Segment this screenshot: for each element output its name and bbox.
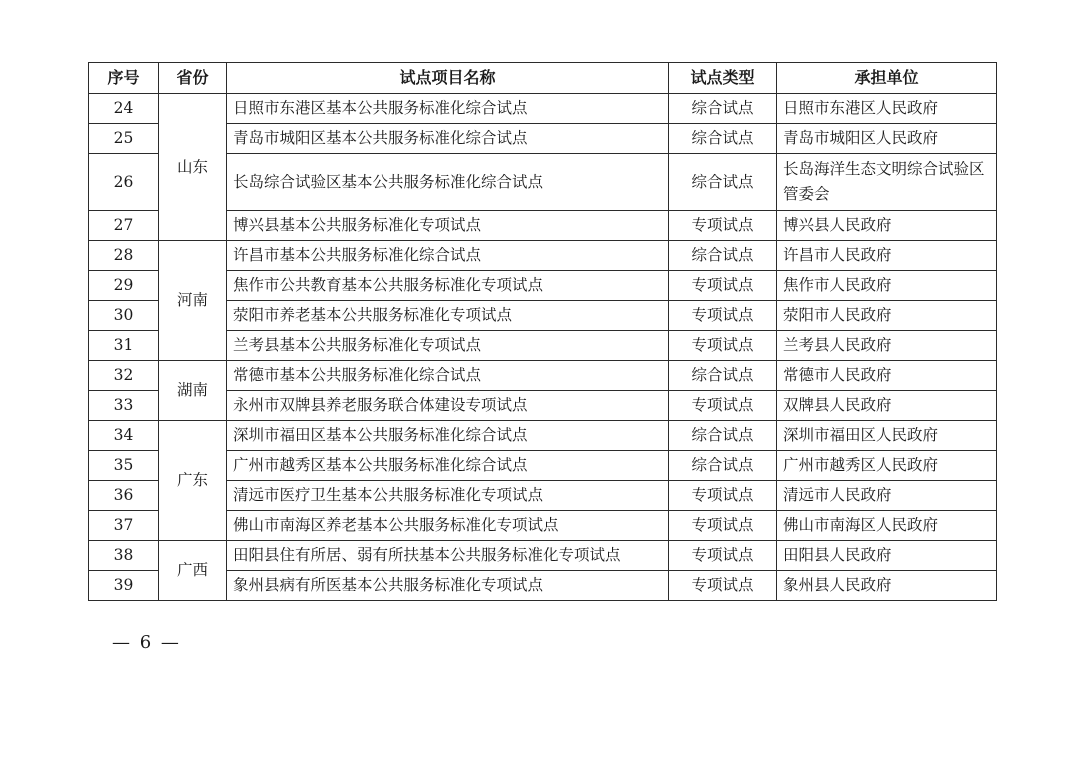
responsible-unit-cell: 象州县人民政府 (777, 571, 997, 601)
responsible-unit-cell: 双牌县人民政府 (777, 391, 997, 421)
responsible-unit-cell: 广州市越秀区人民政府 (777, 451, 997, 481)
project-name-cell: 长岛综合试验区基本公共服务标准化综合试点 (227, 154, 669, 211)
serial-number-cell: 26 (89, 154, 159, 211)
responsible-unit-cell: 日照市东港区人民政府 (777, 94, 997, 124)
table-row (89, 94, 997, 124)
table-header-row (89, 63, 997, 94)
serial-number-cell: 38 (89, 541, 159, 571)
project-name-cell: 许昌市基本公共服务标准化综合试点 (227, 241, 669, 271)
serial-number-cell: 30 (89, 301, 159, 331)
responsible-unit-cell: 清远市人民政府 (777, 481, 997, 511)
project-name-cell: 象州县病有所医基本公共服务标准化专项试点 (227, 571, 669, 601)
responsible-unit-cell: 深圳市福田区人民政府 (777, 421, 997, 451)
project-name-cell: 永州市双牌县养老服务联合体建设专项试点 (227, 391, 669, 421)
serial-number-cell: 28 (89, 241, 159, 271)
responsible-unit-cell: 田阳县人民政府 (777, 541, 997, 571)
project-name-cell: 田阳县住有所居、弱有所扶基本公共服务标准化专项试点 (227, 541, 669, 571)
table-row (89, 541, 997, 571)
project-name-cell: 清远市医疗卫生基本公共服务标准化专项试点 (227, 481, 669, 511)
province-cell: 山东 (159, 94, 227, 241)
pilot-type-cell: 综合试点 (669, 154, 777, 211)
header-responsible-unit: 承担单位 (777, 63, 997, 94)
page-number: — 6 — (112, 632, 181, 653)
serial-number-cell: 36 (89, 481, 159, 511)
responsible-unit-cell: 常德市人民政府 (777, 361, 997, 391)
project-name-cell: 焦作市公共教育基本公共服务标准化专项试点 (227, 271, 669, 301)
project-name-cell: 荥阳市养老基本公共服务标准化专项试点 (227, 301, 669, 331)
project-name-cell: 博兴县基本公共服务标准化专项试点 (227, 211, 669, 241)
responsible-unit-cell: 荥阳市人民政府 (777, 301, 997, 331)
serial-number-cell: 35 (89, 451, 159, 481)
serial-number-cell: 31 (89, 331, 159, 361)
serial-number-cell: 39 (89, 571, 159, 601)
pilot-type-cell: 专项试点 (669, 391, 777, 421)
responsible-unit-cell: 许昌市人民政府 (777, 241, 997, 271)
header-pilot-type: 试点类型 (669, 63, 777, 94)
pilot-type-cell: 专项试点 (669, 511, 777, 541)
project-name-cell: 日照市东港区基本公共服务标准化综合试点 (227, 94, 669, 124)
pilot-type-cell: 综合试点 (669, 241, 777, 271)
table-row (89, 421, 997, 451)
serial-number-cell: 34 (89, 421, 159, 451)
responsible-unit-cell: 博兴县人民政府 (777, 211, 997, 241)
responsible-unit-cell: 青岛市城阳区人民政府 (777, 124, 997, 154)
serial-number-cell: 27 (89, 211, 159, 241)
pilot-type-cell: 综合试点 (669, 421, 777, 451)
project-name-cell: 深圳市福田区基本公共服务标准化综合试点 (227, 421, 669, 451)
serial-number-cell: 33 (89, 391, 159, 421)
project-name-cell: 兰考县基本公共服务标准化专项试点 (227, 331, 669, 361)
pilot-type-cell: 专项试点 (669, 571, 777, 601)
province-cell: 湖南 (159, 361, 227, 421)
serial-number-cell: 29 (89, 271, 159, 301)
serial-number-cell: 32 (89, 361, 159, 391)
serial-number-cell: 25 (89, 124, 159, 154)
serial-number-cell: 24 (89, 94, 159, 124)
pilot-type-cell: 专项试点 (669, 211, 777, 241)
pilot-type-cell: 专项试点 (669, 271, 777, 301)
project-name-cell: 青岛市城阳区基本公共服务标准化综合试点 (227, 124, 669, 154)
table-row (89, 241, 997, 271)
pilot-type-cell: 综合试点 (669, 361, 777, 391)
responsible-unit-cell: 长岛海洋生态文明综合试验区管委会 (777, 154, 997, 211)
pilot-type-cell: 综合试点 (669, 124, 777, 154)
province-cell: 广西 (159, 541, 227, 601)
project-name-cell: 广州市越秀区基本公共服务标准化综合试点 (227, 451, 669, 481)
table-row (89, 361, 997, 391)
province-cell: 广东 (159, 421, 227, 541)
pilot-type-cell: 专项试点 (669, 481, 777, 511)
table-body (89, 94, 997, 601)
pilot-type-cell: 综合试点 (669, 94, 777, 124)
responsible-unit-cell: 佛山市南海区人民政府 (777, 511, 997, 541)
header-serial-number: 序号 (89, 63, 159, 94)
pilot-type-cell: 专项试点 (669, 331, 777, 361)
responsible-unit-cell: 兰考县人民政府 (777, 331, 997, 361)
header-project-name: 试点项目名称 (227, 63, 669, 94)
pilot-projects-table (88, 62, 997, 601)
pilot-type-cell: 专项试点 (669, 541, 777, 571)
project-name-cell: 常德市基本公共服务标准化综合试点 (227, 361, 669, 391)
project-name-cell: 佛山市南海区养老基本公共服务标准化专项试点 (227, 511, 669, 541)
header-province: 省份 (159, 63, 227, 94)
pilot-type-cell: 综合试点 (669, 451, 777, 481)
province-cell: 河南 (159, 241, 227, 361)
responsible-unit-cell: 焦作市人民政府 (777, 271, 997, 301)
serial-number-cell: 37 (89, 511, 159, 541)
pilot-type-cell: 专项试点 (669, 301, 777, 331)
